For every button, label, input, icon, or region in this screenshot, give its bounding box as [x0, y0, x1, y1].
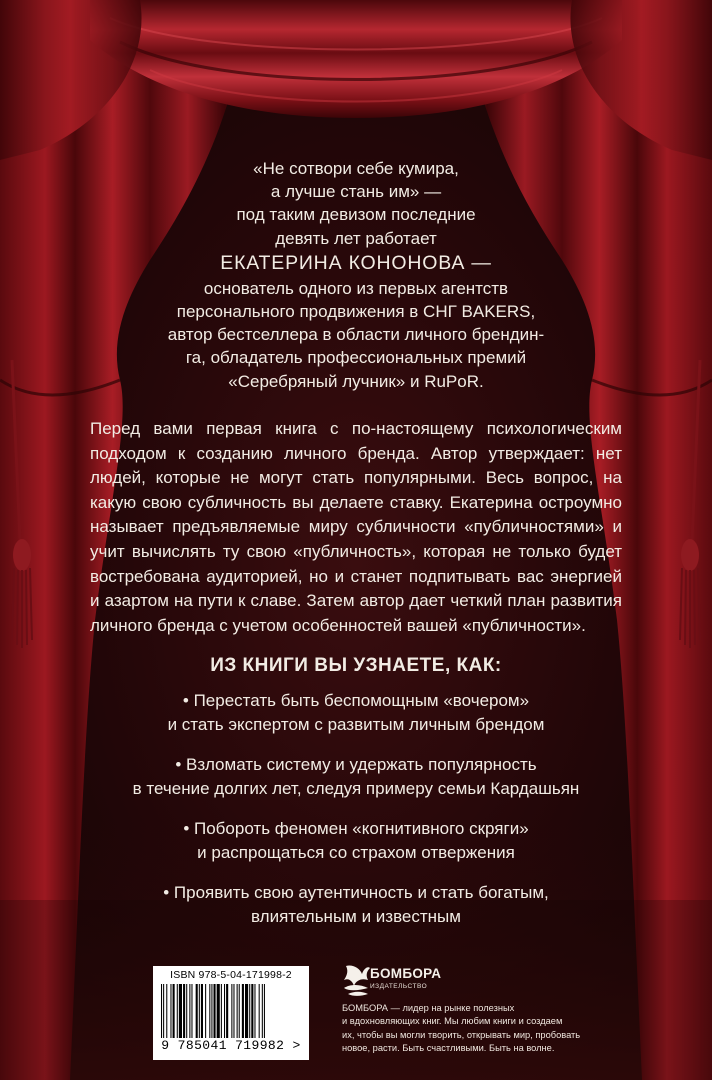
list-item — [110, 689, 602, 737]
publisher-line: и вдохновляющих книг. Мы любим книги и создаем — [342, 1016, 563, 1027]
list-item — [110, 817, 602, 865]
bio-line-1: основатель одного из первых агентств — [203, 278, 509, 298]
barcode-number: 9 785041 719982 > — [161, 1038, 301, 1053]
bio-line-4: га, обладатель профессиональных премий — [185, 348, 527, 368]
bio-line-2: персонального продвижения в СНГ BAKERS, — [176, 302, 536, 322]
barcode-label — [153, 966, 309, 1060]
motto-line-2: а лучше стань им» — — [270, 182, 442, 202]
publisher-description — [342, 1002, 592, 1056]
list-item-line: в течение долгих лет, следуя примеру семьи Кардашьян — [132, 779, 580, 798]
motto-line-1: «Не сотвори себе кумира, — [253, 159, 459, 178]
list-item-line: • Перестать быть беспомощным «вочером» — [182, 691, 530, 710]
list-item-line: • Проявить свою аутентичность и стать богатым, — [163, 883, 549, 902]
list-item-line: • Взломать систему и удержать популярность — [175, 755, 537, 774]
bio-line-5: «Серебряный лучник» и RuPoR. — [228, 371, 484, 391]
publisher-logo-name: БОМБОРА — [370, 966, 442, 981]
motto-line-3: под таким девизом последние — [236, 205, 476, 225]
publisher-line: их, чтобы вы могли творить, открывать мир, пробовать — [342, 1029, 581, 1040]
barcode-icon — [161, 984, 301, 1038]
list-item-line: и стать экспертом с развитым личным брендом — [167, 715, 545, 734]
publisher-logo-subtitle: ИЗДАТЕЛЬСТВО — [370, 983, 428, 990]
list-item — [110, 881, 602, 929]
list-item-line: влиятельным и известным — [251, 907, 461, 926]
book-description: Перед вами первая книга с по-настоящему психологическим подходом к созданию личного бренда. Автор утверждает: нет людей, которые не могут стать популярными. Весь вопрос, на какую свою субличность вы делаете ставку. Екатерина остроумно называет предъявляемые миру субличности «публичностями» и учит вычислять ту свою «публичность», которая не только будет востребована аудиторией, но и станет подпитывать вас энергией и азартом на пути к славе. Затем автор дает четкий план развития личного бренда с учетом особенностей вашей «публичности». — [90, 419, 622, 635]
isbn-text: ISBN 978-5-04-171998-2 — [170, 969, 292, 981]
list-item-line: • Побороть феномен «когнитивного скряги» — [183, 819, 529, 838]
publisher-line: БОМБОРА — лидер на рынке полезных — [342, 1003, 515, 1013]
author-name: ЕКАТЕРИНА КОНОНОВА — — [220, 251, 492, 274]
list-item-line: и распрощаться со страхом отвержения — [197, 843, 515, 862]
list-item — [110, 753, 602, 801]
publisher-line: новое, расти. Быть счастливыми. Быть на волне. — [342, 1043, 555, 1054]
learn-heading: ИЗ КНИГИ ВЫ УЗНАЕТЕ, КАК: — [210, 655, 502, 676]
motto-line-4: девять лет работает — [275, 228, 437, 248]
author-intro — [0, 157, 712, 393]
bio-line-3: автор бестселлера в области личного брендин- — [167, 325, 545, 345]
learn-list — [110, 689, 602, 945]
